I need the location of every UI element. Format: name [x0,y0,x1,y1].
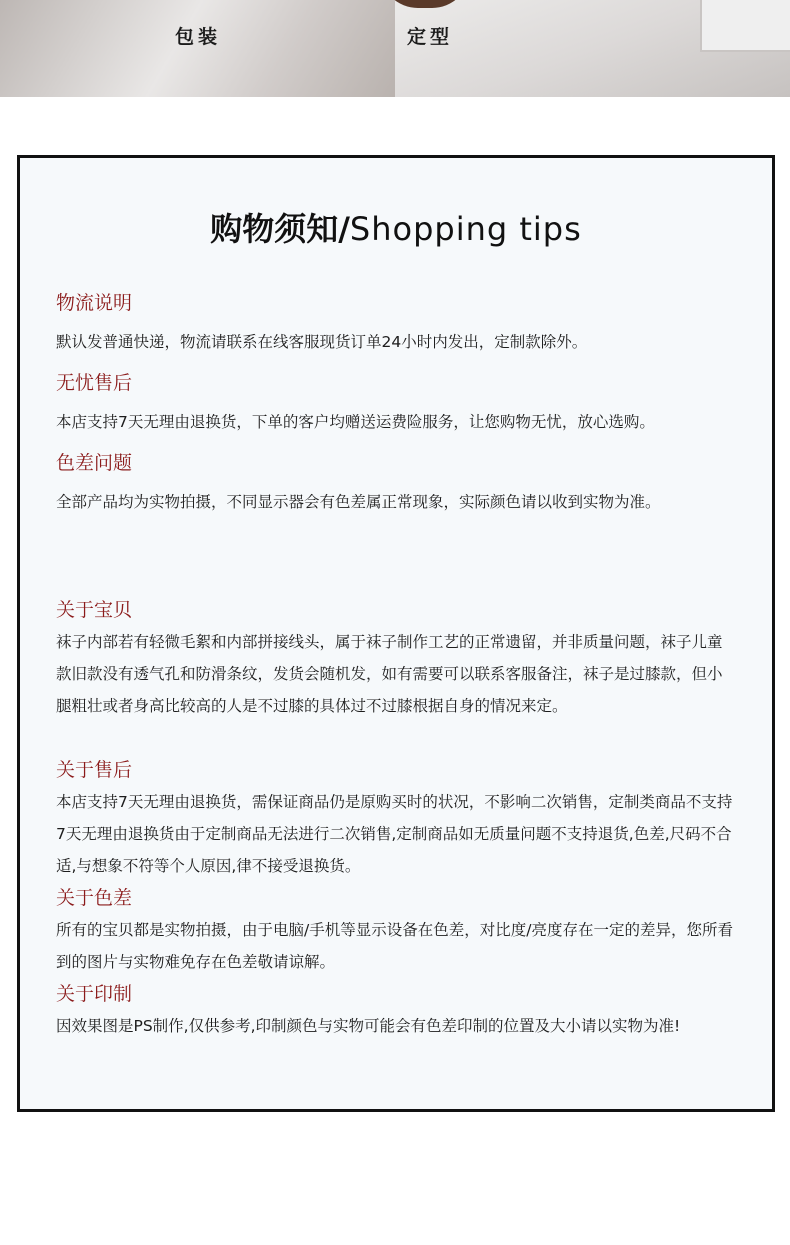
tips-title-en: Shopping tips [349,210,582,248]
shaping-label: 定型 [407,26,454,48]
section-text-about-product: 袜子内部若有轻微毛絮和内部拼接线头，属于袜子制作工艺的正常遗留，并非质量问题，袜子儿童款旧款没有透气孔和防滑条纹，发货会随机发，如有需要可以联系客服备注，袜子是过膝款，但小腿粗壮或者身高比较高的人是不过膝的具体过不过膝根据自身的情况来定。 [56,633,723,715]
section-heading-color-issue: 色差问题 [56,452,133,474]
shopping-tips-box [17,155,775,1112]
top-banner [0,0,790,97]
section-heading-about-aftersales: 关于售后 [56,759,133,781]
section-heading-logistics: 物流说明 [56,292,133,314]
tips-title [20,204,772,250]
section-text-logistics: 默认发普通快递，物流请联系在线客服现货订单24小时内发出，定制款除外。 [56,333,588,351]
tips-title-cn: 购物须知/ [210,210,350,248]
section-text-about-color: 所有的宝贝都是实物拍摄，由于电脑/手机等显示设备在色差，对比度/亮度存在一定的差异，您所看到的图片与实物难免存在色差敬请谅解。 [56,921,733,971]
section-text-aftersales-worryfree: 本店支持7天无理由退换货，下单的客户均赠送运费险服务，让您购物无忧，放心选购。 [56,413,655,431]
section-heading-about-color: 关于色差 [56,887,133,909]
section-text-about-printing: 因效果图是PS制作,仅供参考,印制颜色与实物可能会有色差印制的位置及大小请以实物为准! [56,1017,681,1035]
machine-panel [700,0,790,52]
section-heading-about-product: 关于宝贝 [56,599,133,621]
section-text-color-issue: 全部产品均为实物拍摄，不同显示器会有色差属正常现象，实际颜色请以收到实物为准。 [56,493,661,511]
section-heading-about-printing: 关于印制 [56,983,133,1005]
section-text-about-aftersales: 本店支持7天无理由退换货，需保证商品仍是原购买时的状况，不影响二次销售，定制类商品不支持7天无理由退换货由于定制商品无法进行二次销售,定制商品如无质量问题不支持退货,色差,尺码不合适,与想象不符等个人原因,律不接受退换货。 [56,793,733,875]
packaging-label: 包装 [175,26,222,48]
section-heading-aftersales-worryfree: 无忧售后 [56,372,133,394]
